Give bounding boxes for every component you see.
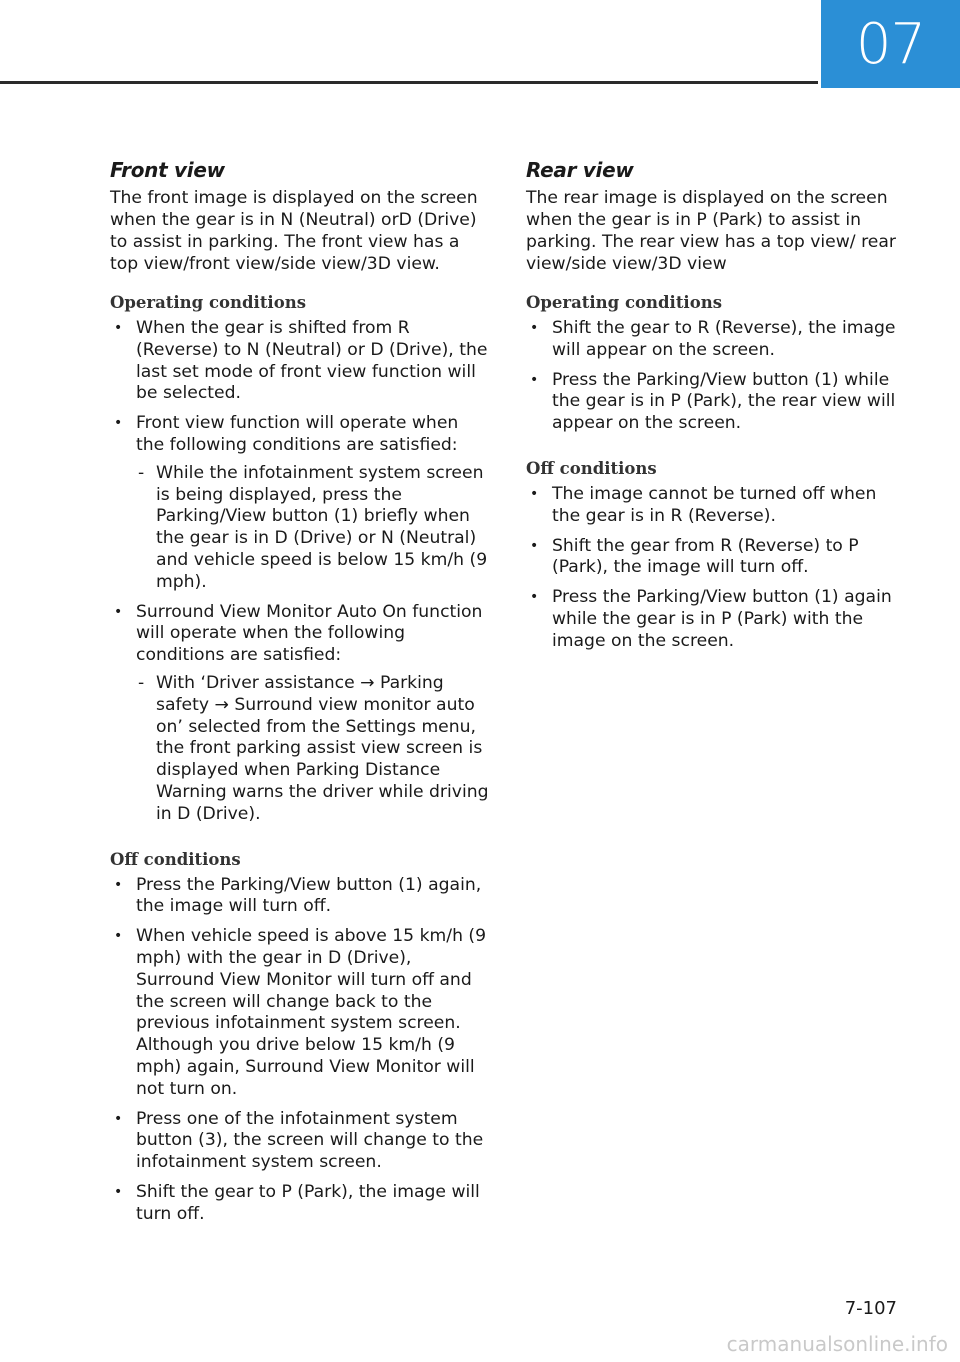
list-item: • Press the Parking/View button (1) while the gear is in P (Park), the rear view will appear on the screen.: [526, 370, 906, 435]
list-item: • When vehicle speed is above 15 km/h (9 mph) with the gear in D (Drive), Surround View Monitor will turn off and the screen will change back to the previous infotainment system screen. Although you drive below 15 km/h (9 mph) again, Surround View Monitor will not turn on.: [110, 926, 490, 1100]
front-operating-list: [110, 318, 490, 826]
list-item: • Shift the gear to R (Reverse), the image will appear on the screen.: [526, 318, 906, 362]
list-item: • Press the Parking/View button (1) again, the image will turn off.: [110, 875, 490, 919]
sub-list-item: - With ‘Driver assistance → Parking safety → Surround view monitor auto on’ selected from the Settings menu, the front parking assist view screen is displayed when Parking Distance Warning warns the driver while driving in D (Drive).: [136, 673, 490, 826]
list-item: • Shift the gear to P (Park), the image will turn off.: [110, 1182, 490, 1226]
rear-operating-heading: Operating conditions: [526, 293, 722, 312]
front-operating-heading: Operating conditions: [110, 293, 306, 312]
list-item: • The image cannot be turned off when the gear is in R (Reverse).: [526, 484, 906, 528]
page-number: 7-107: [844, 1298, 897, 1319]
watermark: carmanualsonline.info: [726, 1332, 948, 1356]
list-item: • Surround View Monitor Auto On function will operate when the following conditions are satisfied: - With ‘Driver assistance → Parking safety → Surround view monitor auto on’ selected from the Settings menu, the front parking assist view screen is displayed when Parking Distance Warning warns the driver while driving in D (Drive).: [110, 602, 490, 826]
sub-list: [136, 463, 490, 594]
front-off-heading: Off conditions: [110, 849, 241, 869]
rear-off-list: [526, 484, 906, 653]
rear-view-section: [526, 158, 906, 667]
rear-view-intro: The rear image is displayed on the screen when the gear is in P (Park) to assist in parking. The rear view has a top view/ rear view/side view/3D view: [526, 188, 896, 274]
front-view-intro: The front image is displayed on the screen when the gear is in N (Neutral) orD (Drive) to assist in parking. The front view has a top view/front view/side view/3D view.: [110, 188, 478, 274]
list-item: • When the gear is shifted from R (Reverse) to N (Neutral) or D (Drive), the last set mode of front view function will be selected.: [110, 318, 490, 405]
front-off-list: [110, 875, 490, 1226]
list-item: • Shift the gear from R (Reverse) to P (Park), the image will turn off.: [526, 536, 906, 580]
front-view-title: Front view: [110, 158, 225, 182]
list-item: • Press the Parking/View button (1) again while the gear is in P (Park) with the image on the screen.: [526, 587, 906, 652]
header-rule: [0, 81, 818, 84]
sub-list: [136, 673, 490, 826]
list-item: • Front view function will operate when the following conditions are satisfied: - While the infotainment system screen is being displayed, press the Parking/View button (1) briefly when the gear is in D (Drive) or N (Neutral) and vehicle speed is below 15 km/h (9 mph).: [110, 413, 490, 593]
rear-operating-list: [526, 318, 906, 435]
front-view-section: [110, 158, 490, 1239]
sub-list-item: - While the infotainment system screen is being displayed, press the Parking/View button (1) briefly when the gear is in D (Drive) or N (Neutral) and vehicle speed is below 15 km/h (9 mph).: [136, 463, 490, 594]
rear-view-title: Rear view: [526, 158, 634, 182]
chapter-tab: 07: [821, 0, 960, 88]
rear-off-heading: Off conditions: [526, 458, 657, 478]
list-item: • Press one of the infotainment system button (3), the screen will change to the infotainment system screen.: [110, 1109, 490, 1174]
